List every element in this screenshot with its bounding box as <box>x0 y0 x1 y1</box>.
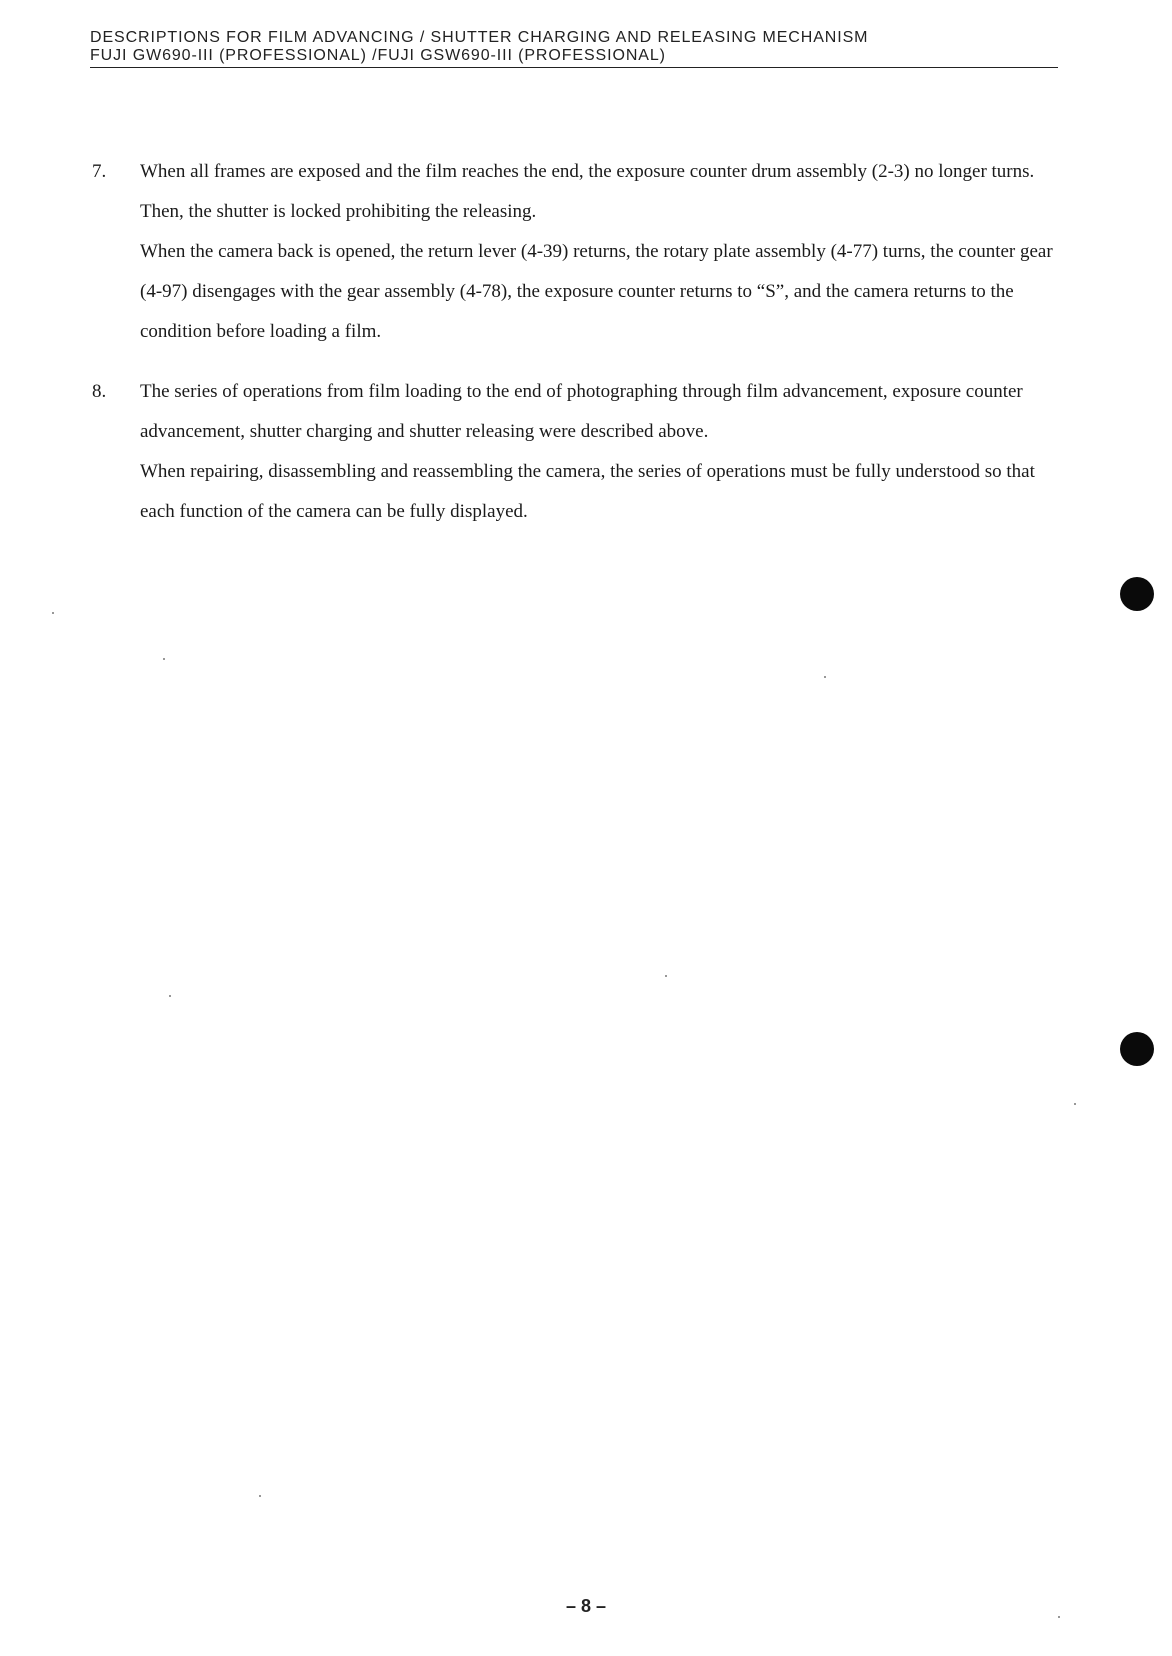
header-rule <box>90 67 1058 68</box>
punch-hole <box>1120 1032 1154 1066</box>
item-body <box>140 372 1060 532</box>
list-item-7 <box>92 152 1060 352</box>
scan-speck <box>163 658 165 660</box>
item-body <box>140 152 1060 352</box>
punch-hole <box>1120 577 1154 611</box>
list-item-8 <box>92 372 1060 532</box>
header-models: FUJI GW690-III (PROFESSIONAL) /FUJI GSW690-III (PROFESSIONAL) <box>90 47 666 64</box>
scan-speck <box>1074 1103 1076 1105</box>
scan-speck <box>665 975 667 977</box>
scan-speck <box>52 612 54 614</box>
item-paragraph: When the camera back is opened, the return lever (4-39) returns, the rotary plate assembly (4-77) turns, the counter gear (4-97) disengages with the gear assembly (4-78), the exposure counter returns to “S”, and the camera returns to the condition before loading a film. <box>140 241 1053 342</box>
item-number: 7. <box>92 161 107 182</box>
item-paragraph: When repairing, disassembling and reassembling the camera, the series of operations must be fully understood so that each function of the camera can be fully displayed. <box>140 461 1035 522</box>
item-paragraph: The series of operations from film loading to the end of photographing through film advancement, exposure counter advancement, shutter charging and shutter releasing were described above. <box>140 381 1023 442</box>
scan-speck <box>824 676 826 678</box>
scan-speck <box>259 1495 261 1497</box>
page-header <box>90 29 1058 65</box>
item-paragraph: When all frames are exposed and the film reaches the end, the exposure counter drum assembly (2-3) no longer turns. Then, the shutter is locked prohibiting the releasing. <box>140 161 1035 222</box>
item-number: 8. <box>92 381 107 402</box>
scan-speck <box>169 995 171 997</box>
header-title: DESCRIPTIONS FOR FILM ADVANCING / SHUTTER CHARGING AND RELEASING MECHANISM <box>90 29 869 46</box>
page-number: – 8 – <box>565 1596 607 1616</box>
